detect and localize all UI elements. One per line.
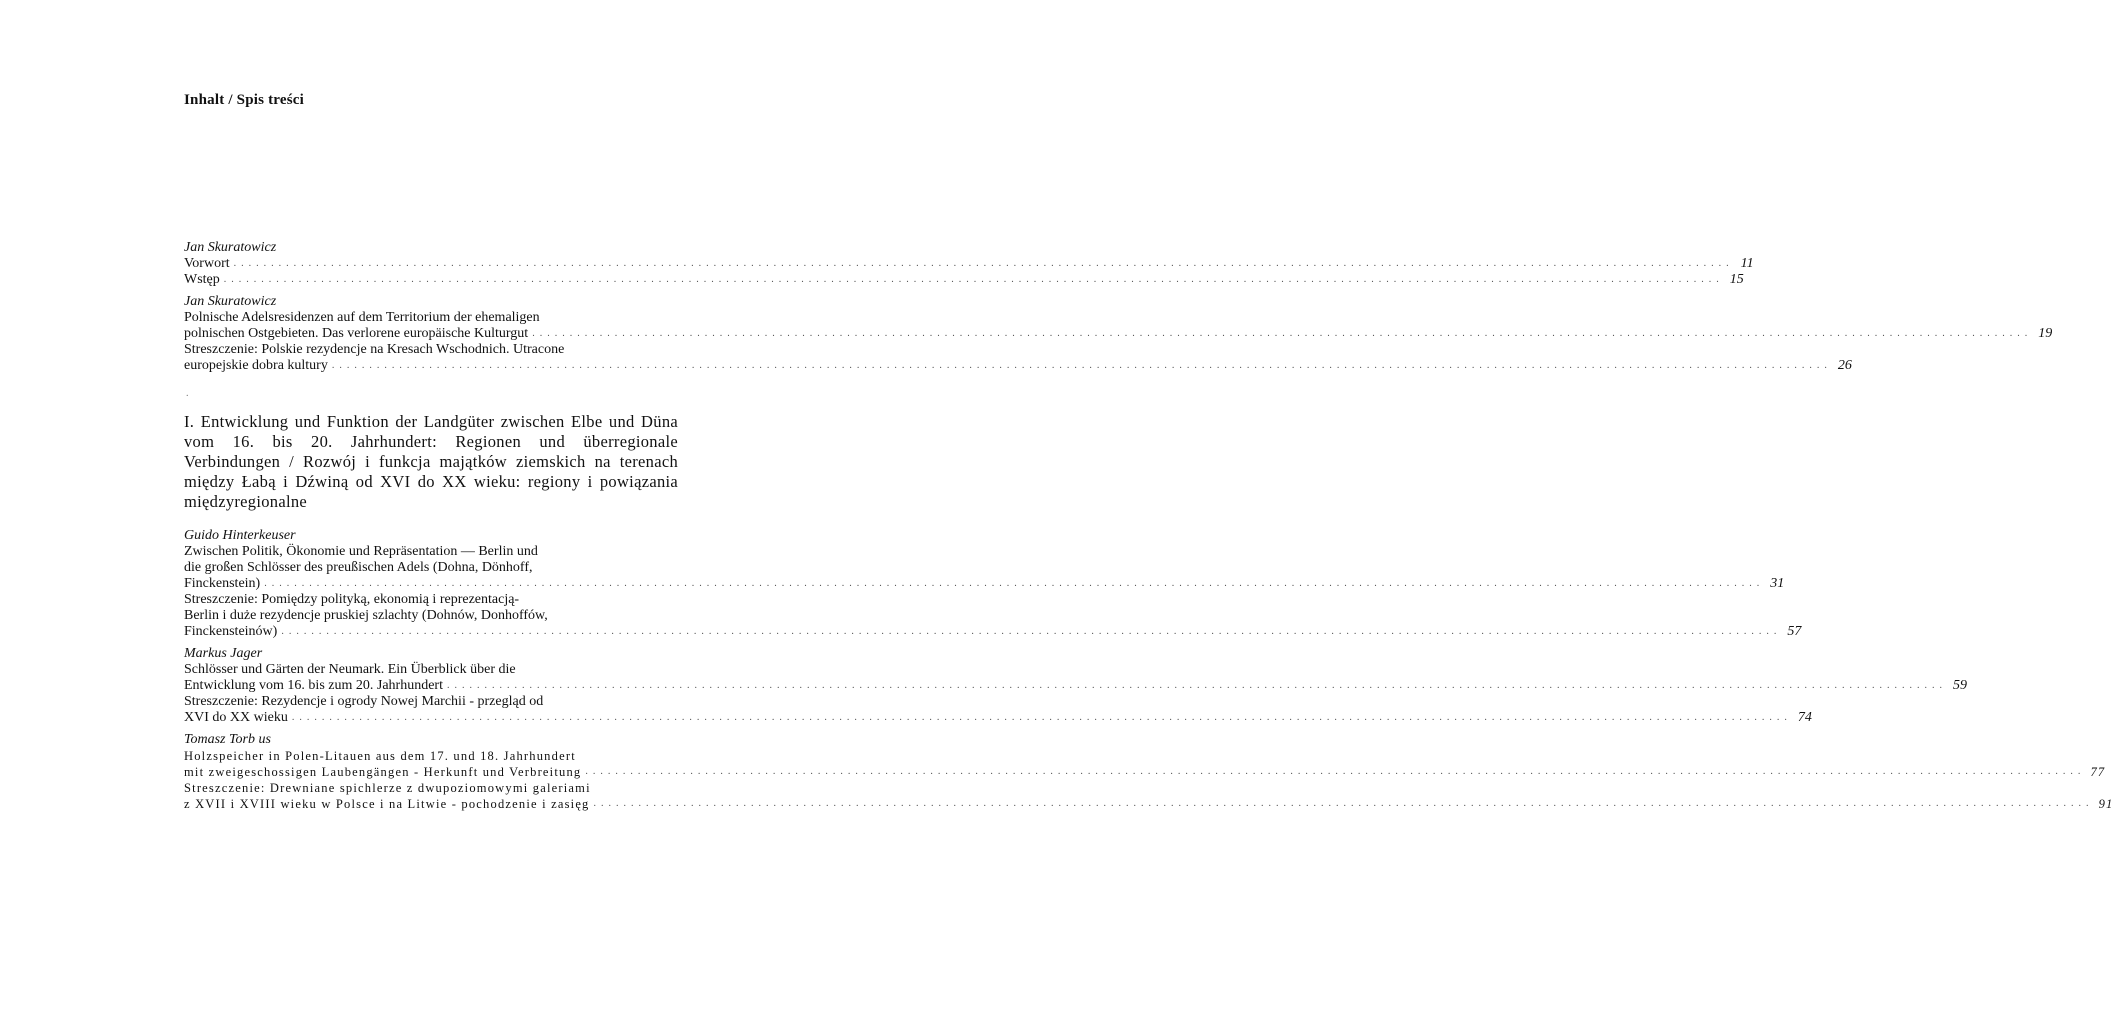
toc-entry	[184, 528, 1802, 640]
toc-entry	[184, 240, 1754, 288]
dot-leader: ........................................................................................................................................................................................................	[264, 578, 1765, 589]
page-number: 57	[1787, 624, 1802, 639]
entry-last-line	[184, 796, 2114, 812]
toc-front-matter	[184, 240, 2053, 380]
toc-section-entries	[184, 528, 2114, 818]
dot-leader: ........................................................................................................................................................................................................	[223, 274, 1724, 285]
entry-title-line: Streszczenie: Rezydencje i ogrody Nowej Marchii - przegląd od	[184, 694, 544, 709]
page-number: 91	[2098, 797, 2114, 811]
entry-title-text: europejskie dobra kultury	[184, 358, 328, 373]
page-number: 19	[2038, 326, 2053, 341]
toc-entry	[184, 646, 1967, 726]
page-number: 77	[2090, 765, 2106, 779]
entry-title-line: Schlösser und Gärten der Neumark. Ein Überblick über die	[184, 662, 516, 677]
entry-last-line	[184, 624, 1802, 640]
dot-leader: ........................................................................................................................................................................................................	[446, 680, 1947, 691]
entry-title-line: die großen Schlösser des preußischen Adels (Dohna, Dönhoff,	[184, 560, 533, 575]
page-number: 26	[1837, 358, 1852, 373]
entry-last-line	[184, 358, 1852, 374]
page-number: 11	[1740, 256, 1754, 271]
section-heading: I. Entwicklung und Funktion der Landgüter zwischen Elbe und Düna vom 16. bis 20. Jahrhundert: Regionen und überregionale Verbindungen / Rozwój i funkcja majątków ziemskich na terenach między Łabą i Dźwiną od XVI do XX wieku: regiony i powiązania międzyregionalne	[184, 412, 678, 511]
entry-title-line: Streszczenie: Pomiędzy polityką, ekonomią i reprezentacją-	[184, 592, 520, 607]
entry-title-text: XVI do XX wieku	[184, 710, 288, 725]
page-number: 59	[1952, 678, 1967, 693]
entry-title-text: mit zweigeschossigen Laubengängen - Herkunft und Verbreitung	[184, 765, 582, 779]
dot-leader: ........................................................................................................................................................................................................	[532, 328, 2033, 339]
entry-author: Tomasz Torb us	[184, 732, 271, 747]
dot-leader: ........................................................................................................................................................................................................	[233, 258, 1734, 269]
entry-last-line	[184, 576, 1785, 592]
entry-title-text: z XVII i XVIII wieku w Polsce i na Litwie - pochodzenie i zasięg	[184, 797, 590, 811]
entry-last-line	[184, 764, 2106, 780]
entry-last-line	[184, 272, 1744, 288]
entry-title-text: polnischen Ostgebieten. Das verlorene europäische Kulturgut	[184, 326, 529, 341]
entry-title-line: Streszczenie: Drewniane spichlerze z dwupoziomowymi galeriami	[184, 781, 591, 795]
dot-leader: ........................................................................................................................................................................................................	[281, 626, 1782, 637]
entry-last-line	[184, 678, 1967, 694]
entry-title-line: Streszczenie: Polskie rezydencje na Kresach Wschodnich. Utracone	[184, 342, 565, 357]
page-number: 31	[1770, 576, 1785, 591]
entry-title-text: Finckensteinów)	[184, 624, 278, 639]
dot-leader: ........................................................................................................................................................................................................	[291, 712, 1792, 723]
entry-title-text: Finckenstein)	[184, 576, 261, 591]
entry-author: Markus Jager	[184, 646, 263, 661]
entry-author: Jan Skuratowicz	[184, 240, 277, 255]
entry-last-line	[184, 326, 2053, 342]
stray-mark: .	[186, 388, 189, 399]
toc-entry	[184, 294, 2053, 374]
entry-author: Guido Hinterkeuser	[184, 528, 296, 543]
dot-leader: ........................................................................................................................................................................................................	[331, 360, 1832, 371]
dot-leader: ........................................................................................................................................................................................................	[593, 798, 2094, 809]
entry-title-text: Vorwort	[184, 256, 230, 271]
entry-last-line	[184, 256, 1754, 272]
entry-author: Jan Skuratowicz	[184, 294, 277, 309]
dot-leader: ........................................................................................................................................................................................................	[585, 766, 2086, 777]
page-title: Inhalt / Spis treści	[184, 92, 304, 108]
page-number: 15	[1729, 272, 1744, 287]
entry-title-line: Berlin i duże rezydencje pruskiej szlachty (Dohnów, Donhoffów,	[184, 608, 548, 623]
entry-title-line: Polnische Adelsresidenzen auf dem Territorium der ehemaligen	[184, 310, 540, 325]
toc-entry	[184, 732, 2114, 812]
entry-last-line	[184, 710, 1812, 726]
entry-title-line: Holzspeicher in Polen-Litauen aus dem 17. und 18. Jahrhundert	[184, 749, 576, 763]
entry-title-text: Entwicklung vom 16. bis zum 20. Jahrhundert	[184, 678, 443, 693]
entry-title-line: Zwischen Politik, Ökonomie und Repräsentation — Berlin und	[184, 544, 538, 559]
page-number: 74	[1797, 710, 1812, 725]
entry-title-text: Wstęp	[184, 272, 220, 287]
